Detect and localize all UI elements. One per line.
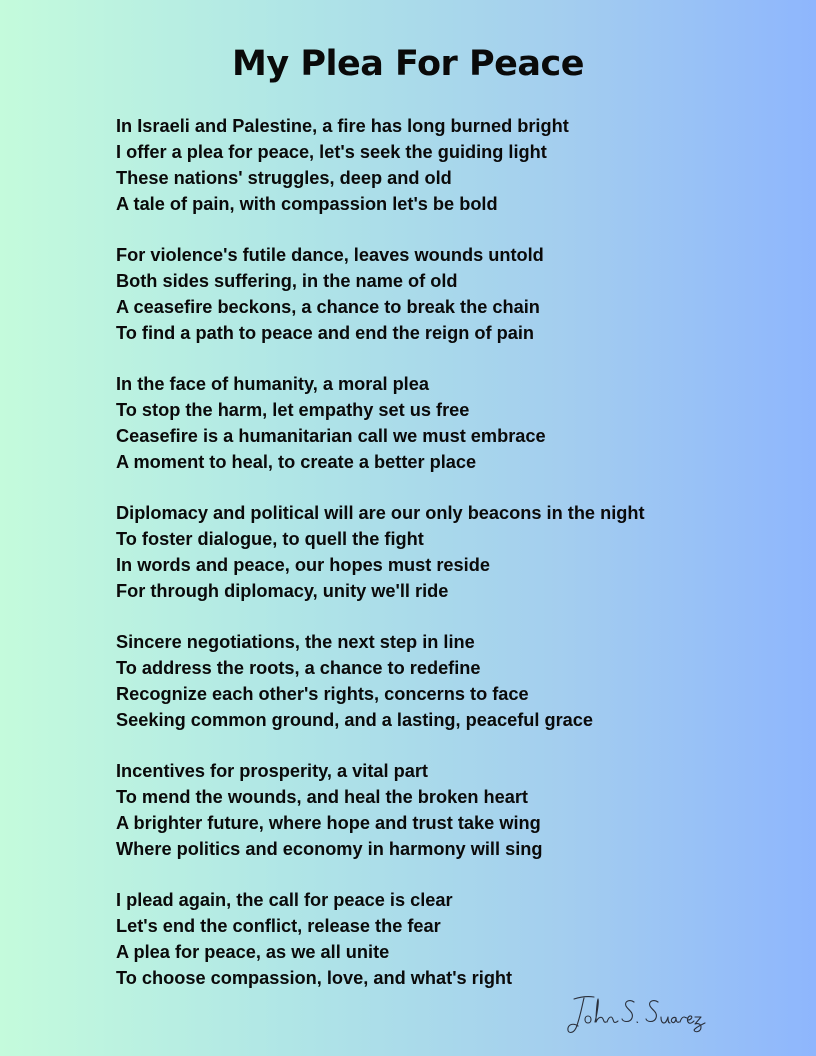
poem-line: A brighter future, where hope and trust take wing [116, 813, 541, 833]
poem-line: A tale of pain, with compassion let's be bold [116, 194, 498, 214]
poem-line: In Israeli and Palestine, a fire has long burned bright [116, 116, 569, 136]
poem-line: To mend the wounds, and heal the broken heart [116, 787, 528, 807]
poem-line: Ceasefire is a humanitarian call we must embrace [116, 426, 546, 446]
poem-line: To address the roots, a chance to redefine [116, 658, 481, 678]
poem-line: Let's end the conflict, release the fear [116, 916, 441, 936]
stanza [116, 242, 736, 346]
poem-line: These nations' struggles, deep and old [116, 168, 452, 188]
poem-line: Diplomacy and political will are our only beacons in the night [116, 503, 645, 523]
stanza [116, 500, 736, 604]
poem-line: Both sides suffering, in the name of old [116, 271, 458, 291]
poem-body [116, 113, 736, 1016]
poem-line: To choose compassion, love, and what's right [116, 968, 513, 988]
stanza [116, 629, 736, 733]
handwritten-signature [562, 990, 712, 1040]
poem-line: Recognize each other's rights, concerns to face [116, 684, 529, 704]
poem-line: A moment to heal, to create a better place [116, 452, 477, 472]
stanza [116, 758, 736, 862]
poem-line: I plead again, the call for peace is clear [116, 890, 453, 910]
poem-line: To foster dialogue, to quell the fight [116, 529, 424, 549]
poem-line: For through diplomacy, unity we'll ride [116, 581, 449, 601]
poem-line: In words and peace, our hopes must reside [116, 555, 490, 575]
stanza [116, 887, 736, 991]
poem-line: Sincere negotiations, the next step in line [116, 632, 475, 652]
poem-line: A plea for peace, as we all unite [116, 942, 390, 962]
poem-line: To find a path to peace and end the reign of pain [116, 323, 534, 343]
poem-line: Where politics and economy in harmony will sing [116, 839, 543, 859]
poem-line: Seeking common ground, and a lasting, peaceful grace [116, 710, 594, 730]
stanza [116, 371, 736, 475]
poem-line: For violence's futile dance, leaves wounds untold [116, 245, 544, 265]
poem-line: I offer a plea for peace, let's seek the guiding light [116, 142, 547, 162]
poem-line: In the face of humanity, a moral plea [116, 374, 429, 394]
poem-line: A ceasefire beckons, a chance to break the chain [116, 297, 540, 317]
stanza [116, 113, 736, 217]
poem-title: My Plea For Peace [232, 44, 584, 84]
poem-line: Incentives for prosperity, a vital part [116, 761, 428, 781]
poem-line: To stop the harm, let empathy set us free [116, 400, 470, 420]
